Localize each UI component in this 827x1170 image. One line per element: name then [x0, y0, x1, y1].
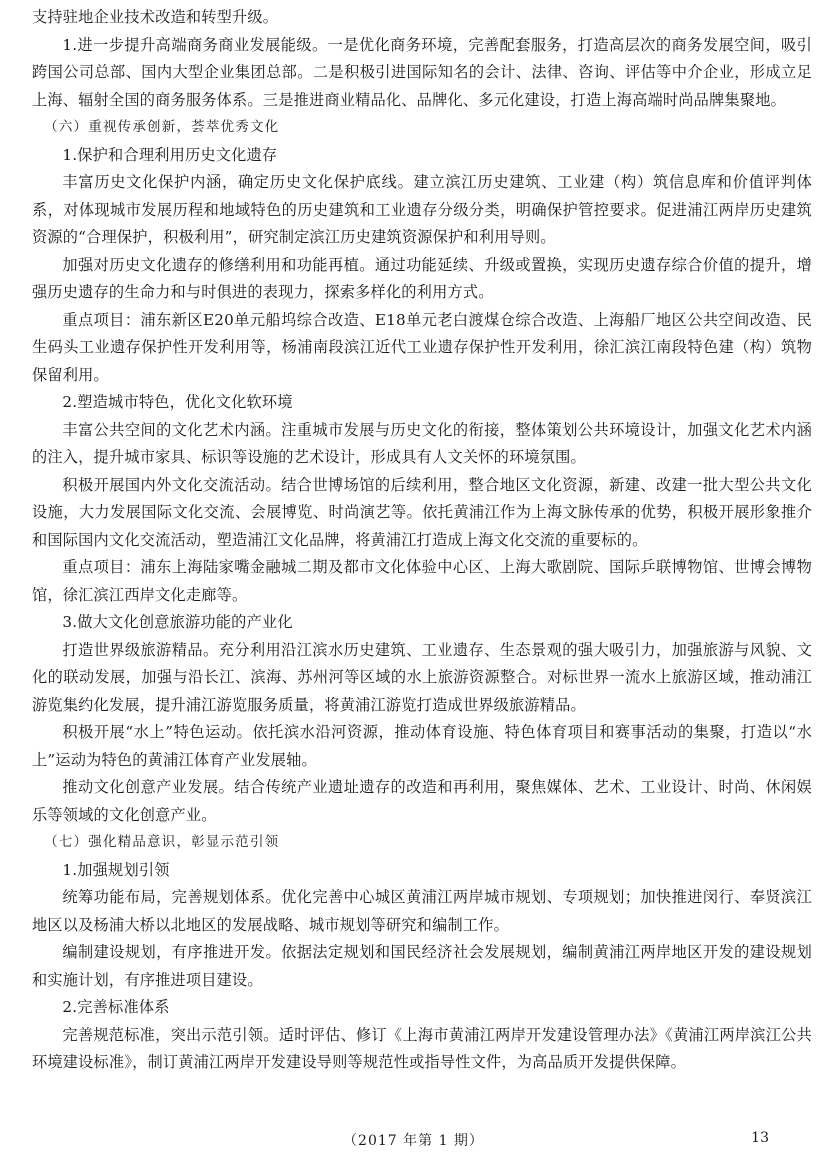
subsection-heading: 1.保护和合理利用历史文化遗存 [62, 145, 278, 164]
body-paragraph: 丰富公共空间的文化艺术内涵。注重城市发展与历史文化的衔接，整体策划公共环境设计，加强文化艺术内涵的注入，提升城市家具、标识等设施的艺术设计，形成具有人文关怀的环境氛围。 [32, 420, 812, 466]
body-paragraph: 重点项目：浦东新区E20单元船坞综合改造、E18单元老白渡煤仓综合改造、上海船厂地区公共空间改造、民生码头工业遗存保护性开发利用等，杨浦南段滨江近代工业遗存保护性开发利用，徐汇滨江南段特色建（构）筑物保留利用。 [32, 310, 812, 384]
continued-paragraph: 支持驻地企业技术改造和转型升级。 [32, 8, 279, 26]
body-paragraph: 编制建设规划，有序推进开发。依据法定规划和国民经济社会发展规划，编制黄浦江两岸地区开发的建设规划和实施计划，有序推进项目建设。 [32, 943, 812, 989]
subsection-heading: 1.加强规划引领 [62, 860, 170, 879]
document-body [32, 4, 812, 1077]
document-page [32, 4, 812, 1077]
body-paragraph: 打造世界级旅游精品。充分利用沿江滨水历史建筑、工业遗存、生态景观的强大吸引力，加强旅游与风貌、文化的联动发展，加强与沿长江、滨海、苏州河等区域的水上旅游资源整合。对标世界一流水上旅游区域，推动浦江游览集约化发展，提升浦江游览服务质量，将黄浦江游览打造成世界级旅游精品。 [32, 640, 812, 714]
issue-label: （2017 年第 1 期） [343, 1133, 484, 1149]
subsection-heading: 2.塑造城市特色，优化文化软环境 [62, 393, 293, 411]
page-footer [0, 1124, 827, 1154]
body-paragraph: 完善规范标准，突出示范引领。适时评估、修订《上海市黄浦江两岸开发建设管理办法》《黄浦江两岸滨江公共环境建设标准》，制订黄浦江两岸开发建设导则等规范性或指导性文件，为高品质开发提供保障。 [32, 1025, 812, 1071]
page-number: 13 [751, 1130, 769, 1146]
body-paragraph: 加强对历史文化遗存的修缮利用和功能再植。通过功能延续、升级或置换，实现历史遗存综合价值的提升，增强历史遗存的生命力和与时俱进的表现力，探索多样化的利用方式。 [32, 255, 812, 301]
body-paragraph: 重点项目：浦东上海陆家嘴金融城二期及都市文化体验中心区、上海大歌剧院、国际乒联博物馆、世博会博物馆，徐汇滨江西岸文化走廊等。 [32, 558, 812, 604]
body-paragraph: 丰富历史文化保护内涵，确定历史文化保护底线。建立滨江历史建筑、工业建（构）筑信息库和价值评判体系，对体现城市发展历程和地域特色的历史建筑和工业遗存分级分类，明确保护管控要求。促进浦江两岸历史建筑资源的“合理保护，积极利用”，研究制定滨江历史建筑资源保护和利用导则。 [32, 173, 812, 246]
section-heading: （七）强化精品意识，彰显示范引领 [44, 834, 280, 850]
section-heading: （六）重视传承创新，荟萃优秀文化 [44, 119, 280, 135]
subsection-heading: 3.做大文化创意旅游功能的产业化 [62, 613, 293, 631]
subsection-heading: 2.完善标准体系 [62, 998, 170, 1016]
body-paragraph: 统筹功能布局，完善规划体系。优化完善中心城区黄浦江两岸城市规划、专项规划；加快推进闵行、奉贤滨江地区以及杨浦大桥以北地区的发展战略、城市规划等研究和编制工作。 [32, 888, 812, 934]
body-paragraph: 推动文化创意产业发展。结合传统产业遗址遗存的改造和再利用，聚焦媒体、艺术、工业设计、时尚、休闲娱乐等领域的文化创意产业。 [32, 778, 812, 824]
body-paragraph: 积极开展国内外文化交流活动。结合世博场馆的后续利用，整合地区文化资源，新建、改建一批大型公共文化设施，大力发展国际文化交流、会展博览、时尚演艺等。依托黄浦江作为上海文脉传承的优势，积极开展形象推介和国际国内文化交流活动，塑造浦江文化品牌，将黄浦江打造成上海文化交流的重要标的。 [32, 475, 812, 549]
body-paragraph: 积极开展“水上”特色运动。依托滨水沿河资源，推动体育设施、特色体育项目和赛事活动的集聚，打造以“水上”运动为特色的黄浦江体育产业发展轴。 [32, 723, 812, 769]
body-paragraph: 1.进一步提升高端商务商业发展能级。一是优化商务环境，完善配套服务，打造高层次的商务发展空间，吸引跨国公司总部、国内大型企业集团总部。二是积极引进国际知名的会计、法律、咨询、评估等中介企业，形成立足上海、辐射全国的商务服务体系。三是推进商业精品化、品牌化、多元化建设，打造上海高端时尚品牌集聚地。 [32, 35, 812, 109]
